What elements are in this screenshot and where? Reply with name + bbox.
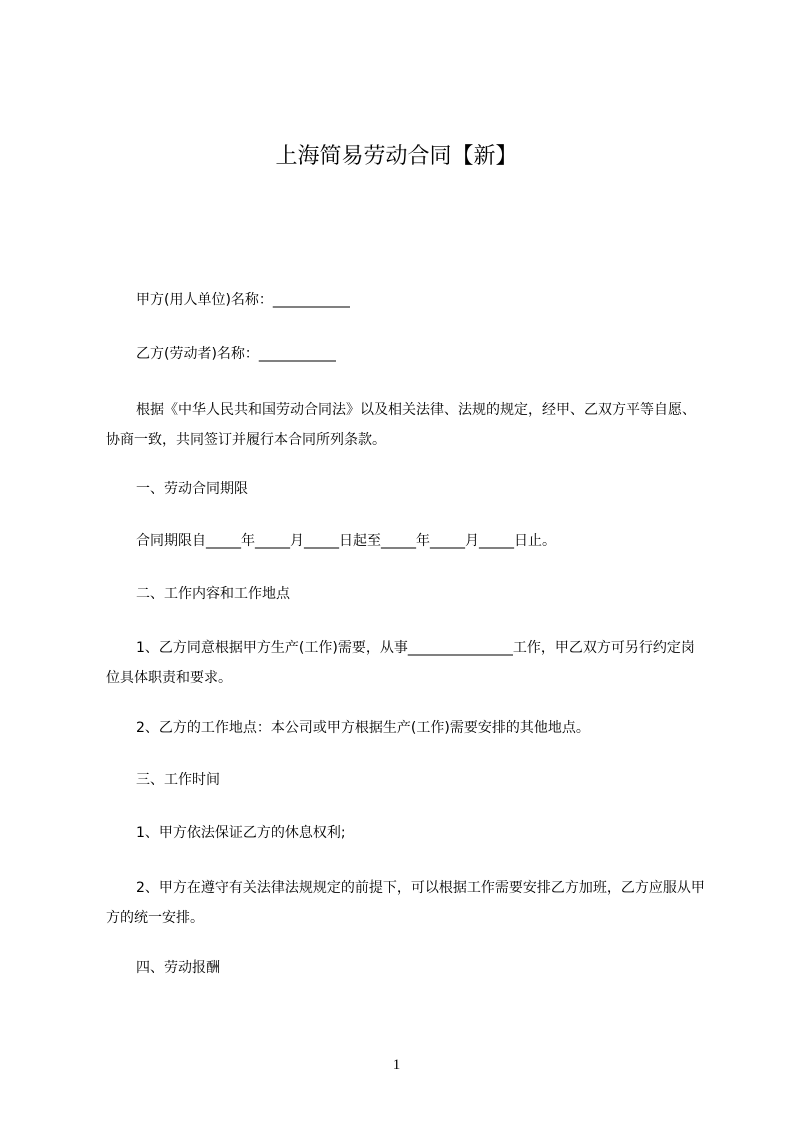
section-3-heading: 三、工作时间 (136, 772, 220, 788)
section-1-heading: 一、劳动合同期限 (136, 481, 248, 497)
section-2-item-2: 2、乙方的工作地点：本公司或甲方根据生产(工作)需要安排的其他地点。 (136, 720, 590, 736)
party-b-name-line: 乙方(劳动者)名称：___________ (136, 346, 336, 362)
section-3-item-2: 2、甲方在遵守有关法律法规规定的前提下，可以根据工作需要安排乙方加班，乙方应服从甲方的统一安排。 (106, 880, 705, 926)
preamble-paragraph: 根据《中华人民共和国劳动合同法》以及相关法律、法规的规定，经甲、乙双方平等自愿、协商一致，共同签订并履行本合同所列条款。 (106, 402, 696, 448)
section-4-heading: 四、劳动报酬 (136, 960, 220, 976)
page-number: 1 (392, 1057, 401, 1073)
section-2-item-1: 1、乙方同意根据甲方生产(工作)需要，从事_______________工作，甲乙双方可另行约定岗位具体职责和要求。 (106, 640, 695, 686)
section-3-item-1: 1、甲方依法保证乙方的休息权利; (136, 825, 346, 841)
party-a-name-line: 甲方(用人单位)名称：___________ (136, 292, 350, 308)
document-title: 上海简易劳动合同【新】 (275, 144, 518, 169)
section-2-heading: 二、工作内容和工作地点 (136, 586, 290, 602)
contract-term-line: 合同期限自_____年_____月_____日起至_____年_____月_____日止。 (136, 533, 556, 549)
